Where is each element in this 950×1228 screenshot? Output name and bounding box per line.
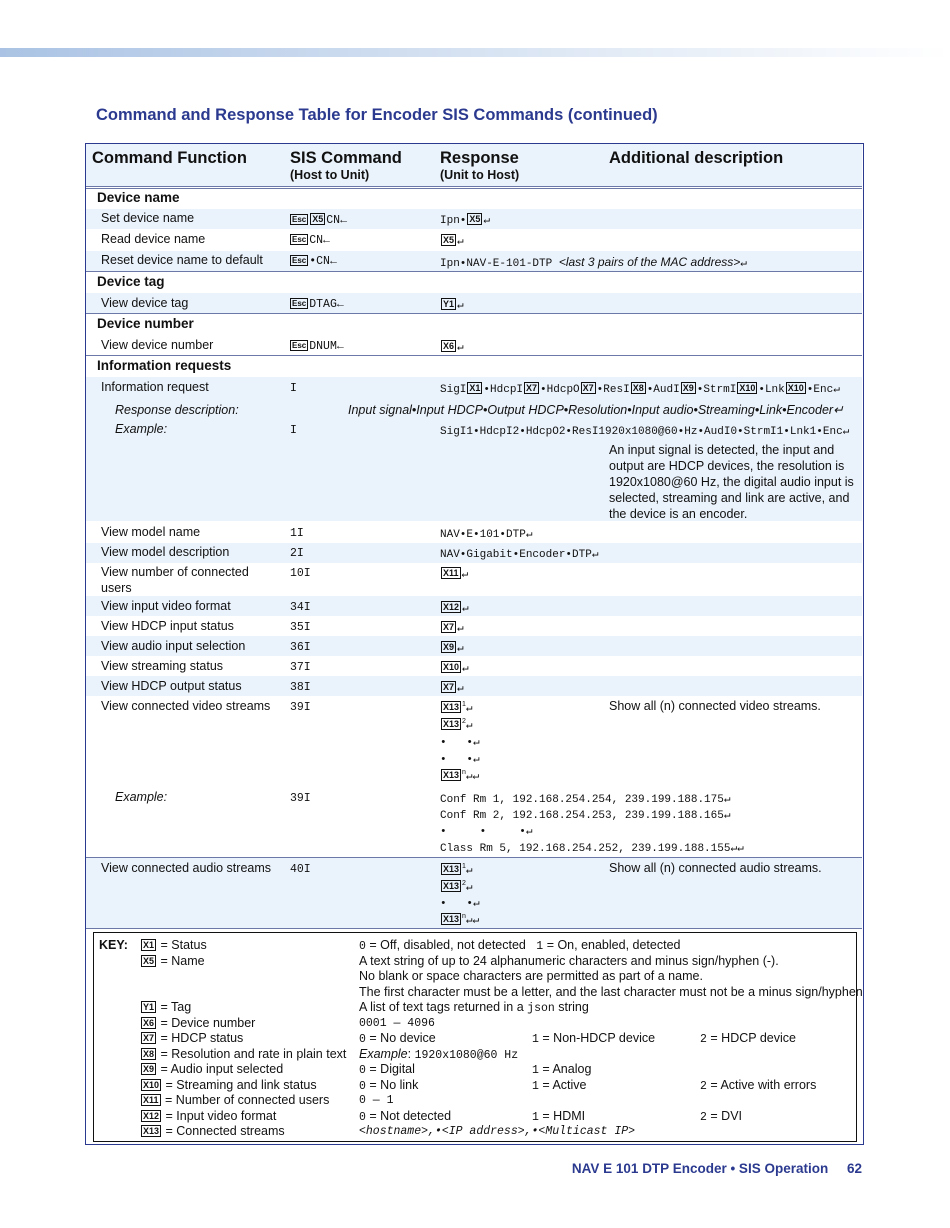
resp-view-streaming: X10 ↵ bbox=[443, 662, 469, 675]
resp-audio-stream-n: X13 $^n$↵↵ bbox=[443, 913, 480, 927]
command-table bbox=[85, 143, 864, 1145]
key-x11: X11 = Number of connected users bbox=[143, 1093, 330, 1107]
enter-icon: ↵ bbox=[462, 663, 469, 675]
row-fn-view-video-streams: View connected video streams bbox=[101, 699, 271, 713]
enter-icon: ↵ bbox=[473, 737, 480, 749]
row-fn-set-device-name: Set device name bbox=[101, 211, 195, 225]
key-x5-line3: The first character must be a letter, and the last character must not be a minus sign/hyphen bbox=[359, 985, 863, 999]
cmd-set-device-name: Esc X5 CN← bbox=[292, 214, 347, 227]
key-x5-line1: A text string of up to 24 alphanumeric characters and minus sign/hyphen (-). bbox=[359, 954, 779, 968]
resp-view-input-video: X12 ↵ bbox=[443, 602, 469, 615]
key-x1: X1 = Status bbox=[143, 938, 207, 952]
key-x9-v1: 1 = Analog bbox=[532, 1062, 592, 1077]
key-label: KEY: bbox=[99, 938, 128, 952]
enter-icon: ↵ bbox=[833, 403, 844, 417]
esc-key-icon: Esc bbox=[292, 215, 307, 224]
esc-key-icon: Esc bbox=[292, 256, 307, 265]
key-x6: X6 = Device number bbox=[143, 1016, 256, 1030]
resp-video-stream-2: X13 $^2$↵ bbox=[443, 718, 473, 732]
enter-icon: ↵ bbox=[457, 623, 464, 635]
enter-icon: ↵ bbox=[465, 882, 473, 894]
row-fn-view-streaming: View streaming status bbox=[101, 659, 224, 673]
row-fn-view-input-video: View input video format bbox=[101, 599, 231, 613]
left-arrow-icon: ← bbox=[336, 298, 344, 311]
row-fn-view-audio-streams: View connected audio streams bbox=[101, 861, 272, 875]
resp-video-example-2: Conf Rm 2, 192.168.254.253, 239.199.188.165↵ bbox=[440, 810, 731, 822]
left-arrow-icon: ← bbox=[329, 255, 337, 268]
resp-video-stream-ellipsis-2: • •↵ bbox=[440, 754, 480, 766]
key-x11-range: 0 — 1 bbox=[359, 1094, 394, 1107]
row-fn-view-connected-users: View number of connected users bbox=[101, 565, 249, 595]
left-arrow-icon: ← bbox=[340, 214, 347, 227]
cmd-view-audio-streams: 40I bbox=[290, 863, 311, 876]
footer-text: NAV E 101 DTP Encoder • SIS Operation bbox=[571, 1161, 829, 1176]
row-fn-view-device-number: View device number bbox=[101, 338, 214, 352]
cmd-information-request: I bbox=[290, 382, 297, 395]
enter-icon: ↵ bbox=[525, 529, 533, 541]
enter-icon: ↵ bbox=[833, 384, 840, 396]
enter-icon: ↵ bbox=[730, 843, 738, 855]
section-device-tag: Device tag bbox=[97, 274, 165, 289]
enter-icon: ↵ bbox=[473, 754, 480, 766]
resp-audio-stream-ellipsis: • •↵ bbox=[440, 898, 480, 910]
desc-example: An input signal is detected, the input and output are HDCP devices, the resolution is 1920x1080@60 Hz, the digital audio input is selected, streaming and link are active, and the device is an encoder. bbox=[609, 443, 854, 521]
enter-icon: ↵ bbox=[465, 771, 473, 783]
key-x7: X7 = HDCP status bbox=[143, 1031, 244, 1045]
enter-icon: ↵ bbox=[473, 898, 480, 910]
row-fn-view-audio-input: View audio input selection bbox=[101, 639, 246, 653]
enter-icon: ↵ bbox=[457, 643, 464, 655]
header-sis-command: SIS Command bbox=[290, 149, 402, 167]
row-fn-view-model-description: View model description bbox=[101, 545, 230, 559]
cmd-example: I bbox=[290, 424, 297, 437]
key-x8: X8 = Resolution and rate in plain text bbox=[143, 1047, 347, 1061]
resp-reset-device-name: Ipn•NAV-E-101-DTP <last 3 pairs of the MAC address>↵ bbox=[440, 255, 747, 270]
enter-icon: ↵ bbox=[465, 703, 473, 715]
enter-icon: ↵ bbox=[525, 826, 533, 838]
enter-icon: ↵ bbox=[457, 300, 464, 312]
key-x7-v1: 1 = Non-HDCP device bbox=[532, 1031, 656, 1046]
esc-key-icon: Esc bbox=[292, 299, 307, 308]
esc-key-icon: Esc bbox=[292, 341, 307, 350]
enter-icon: ↵ bbox=[461, 569, 469, 581]
header-gradient-bar bbox=[0, 48, 950, 57]
key-x13-text: <hostname>,•<IP address>,•<Multicast IP> bbox=[359, 1125, 636, 1138]
row-fn-reset-device-name: Reset device name to default bbox=[101, 253, 263, 267]
key-x5: X5 = Name bbox=[143, 954, 205, 968]
key-x9: X9 = Audio input selected bbox=[143, 1062, 284, 1076]
enter-icon: ↵ bbox=[472, 771, 480, 783]
page-title: Command and Response Table for Encoder SIS Commands (continued) bbox=[96, 106, 658, 124]
response-description-text: Input signal•Input HDCP•Output HDCP•Resolution•Input audio•Streaming•Link•Encoder↵ bbox=[348, 403, 844, 417]
key-x5-line2: No blank or space characters are permitted as part of a name. bbox=[359, 969, 703, 983]
enter-icon: ↵ bbox=[483, 215, 491, 227]
key-x10-v2: 2 = Active with errors bbox=[700, 1078, 817, 1093]
row-fn-example: Example: bbox=[115, 422, 168, 436]
section-information-requests: Information requests bbox=[97, 358, 232, 373]
resp-video-example-4: Class Rm 5, 192.168.254.252, 239.199.188.155↵↵ bbox=[440, 843, 744, 855]
resp-audio-stream-2: X13 $^2$↵ bbox=[443, 880, 473, 894]
cmd-view-device-tag: Esc DTAG← bbox=[292, 298, 344, 311]
resp-view-hdcp-input: X7 ↵ bbox=[443, 622, 464, 635]
key-x12-v1: 1 = HDMI bbox=[532, 1109, 586, 1124]
header-sis-command-sub: (Host to Unit) bbox=[290, 168, 370, 182]
key-x8-example: Example: 1920x1080@60 Hz bbox=[359, 1047, 519, 1062]
key-x9-v0: 0 = Digital bbox=[359, 1062, 415, 1077]
enter-icon: ↵ bbox=[723, 794, 731, 806]
enter-icon: ↵ bbox=[462, 603, 469, 615]
cmd-view-connected-users: 10I bbox=[290, 567, 311, 580]
resp-view-device-tag: Y1 ↵ bbox=[443, 299, 464, 312]
key-x10-v1: 1 = Active bbox=[532, 1078, 587, 1093]
row-fn-view-hdcp-output: View HDCP output status bbox=[101, 679, 242, 693]
key-x6-range: 0001 — 4096 bbox=[359, 1017, 435, 1030]
key-legend bbox=[93, 932, 863, 1142]
resp-view-model-description: NAV•Gigabit•Encoder•DTP↵ bbox=[440, 549, 599, 561]
cmd-view-input-video: 34I bbox=[290, 601, 311, 614]
cmd-video-example: 39I bbox=[290, 792, 311, 805]
section-device-name: Device name bbox=[97, 190, 180, 205]
resp-video-example-1: Conf Rm 1, 192.168.254.254, 239.199.188.175↵ bbox=[440, 794, 731, 806]
key-y1-text: A list of text tags returned in a json string bbox=[359, 1000, 589, 1015]
resp-video-stream-ellipsis-1: • •↵ bbox=[440, 737, 480, 749]
enter-icon: ↵ bbox=[457, 236, 464, 248]
row-fn-view-model-name: View model name bbox=[101, 525, 201, 539]
resp-view-audio-input: X9 ↵ bbox=[443, 642, 464, 655]
cmd-view-streaming: 37I bbox=[290, 661, 311, 674]
enter-icon: ↵ bbox=[465, 915, 473, 927]
resp-video-stream-n: X13 $^n$↵↵ bbox=[443, 769, 480, 783]
key-x1-values: 0 = Off, disabled, not detected 1 = On, enabled, detected bbox=[359, 938, 681, 953]
resp-video-example-ellipsis: • • •↵ bbox=[440, 826, 533, 838]
resp-view-model-name: NAV•E•101•DTP↵ bbox=[440, 529, 533, 541]
row-fn-information-request: Information request bbox=[101, 380, 209, 394]
enter-icon: ↵ bbox=[457, 683, 464, 695]
cmd-read-device-name: Esc CN← bbox=[292, 234, 330, 247]
section-device-number: Device number bbox=[97, 316, 194, 331]
header-response: Response bbox=[440, 149, 519, 167]
resp-set-device-name: Ipn• X5 ↵ bbox=[440, 214, 491, 227]
desc-view-video-streams: Show all (n) connected video streams. bbox=[609, 699, 821, 713]
resp-audio-stream-1: X13 $^1$↵ bbox=[443, 863, 473, 877]
page-footer bbox=[572, 1161, 862, 1176]
key-x10: X10 = Streaming and link status bbox=[143, 1078, 317, 1092]
enter-icon: ↵ bbox=[740, 258, 747, 270]
resp-view-device-number: X6 ↵ bbox=[443, 341, 464, 354]
resp-video-stream-1: X13 $^1$↵ bbox=[443, 701, 473, 715]
enter-icon: ↵ bbox=[737, 843, 744, 855]
resp-example: SigI1•HdcpI2•HdcpO2•ResI1920x1080@60•Hz•AudI0•StrmI1•Lnk1•Enc↵ bbox=[440, 426, 850, 438]
resp-information-request: SigI X1 •HdcpI X7 •HdcpO X7 •ResI X8 •AudI X9 •StrmI X10 •Lnk X10 •Enc↵ bbox=[440, 383, 840, 396]
resp-read-device-name: X5 ↵ bbox=[443, 235, 464, 248]
cmd-reset-device-name: Esc •CN← bbox=[292, 255, 337, 268]
cmd-view-audio-input: 36I bbox=[290, 641, 311, 654]
key-x10-v0: 0 = No link bbox=[359, 1078, 419, 1093]
enter-icon: ↵ bbox=[465, 720, 473, 732]
resp-view-hdcp-output: X7 ↵ bbox=[443, 682, 464, 695]
key-x7-v2: 2 = HDCP device bbox=[700, 1031, 796, 1046]
enter-icon: ↵ bbox=[472, 915, 480, 927]
cmd-view-video-streams: 39I bbox=[290, 701, 311, 714]
key-x12-v0: 0 = Not detected bbox=[359, 1109, 452, 1124]
cmd-view-model-description: 2I bbox=[290, 547, 304, 560]
enter-icon: ↵ bbox=[457, 342, 464, 354]
enter-icon: ↵ bbox=[465, 865, 473, 877]
header-response-sub: (Unit to Host) bbox=[440, 168, 520, 182]
enter-icon: ↵ bbox=[591, 549, 599, 561]
left-arrow-icon: ← bbox=[323, 234, 330, 247]
resp-view-connected-users: X11 ↵ bbox=[443, 568, 469, 581]
esc-key-icon: Esc bbox=[292, 235, 307, 244]
row-fn-read-device-name: Read device name bbox=[101, 232, 206, 246]
cmd-view-device-number: Esc DNUM← bbox=[292, 340, 344, 353]
enter-icon: ↵ bbox=[723, 810, 731, 822]
header-command-function: Command Function bbox=[92, 149, 247, 167]
key-x7-v0: 0 = No device bbox=[359, 1031, 436, 1046]
enter-icon: ↵ bbox=[842, 426, 850, 438]
key-x12-v2: 2 = DVI bbox=[700, 1109, 743, 1124]
key-y1: Y1 = Tag bbox=[143, 1000, 192, 1014]
key-x12: X12 = Input video format bbox=[143, 1109, 277, 1123]
header-additional: Additional description bbox=[609, 149, 784, 167]
row-fn-response-description: Response description: bbox=[115, 403, 239, 417]
cmd-view-hdcp-input: 35I bbox=[290, 621, 311, 634]
cmd-view-model-name: 1I bbox=[290, 527, 304, 540]
left-arrow-icon: ← bbox=[336, 340, 344, 353]
key-x13: X13 = Connected streams bbox=[143, 1124, 285, 1138]
row-fn-view-hdcp-input: View HDCP input status bbox=[101, 619, 234, 633]
row-fn-video-example: Example: bbox=[115, 790, 168, 804]
desc-view-audio-streams: Show all (n) connected audio streams. bbox=[609, 861, 822, 875]
page-number: 62 bbox=[846, 1161, 862, 1176]
cmd-view-hdcp-output: 38I bbox=[290, 681, 311, 694]
row-fn-view-device-tag: View device tag bbox=[101, 296, 189, 310]
